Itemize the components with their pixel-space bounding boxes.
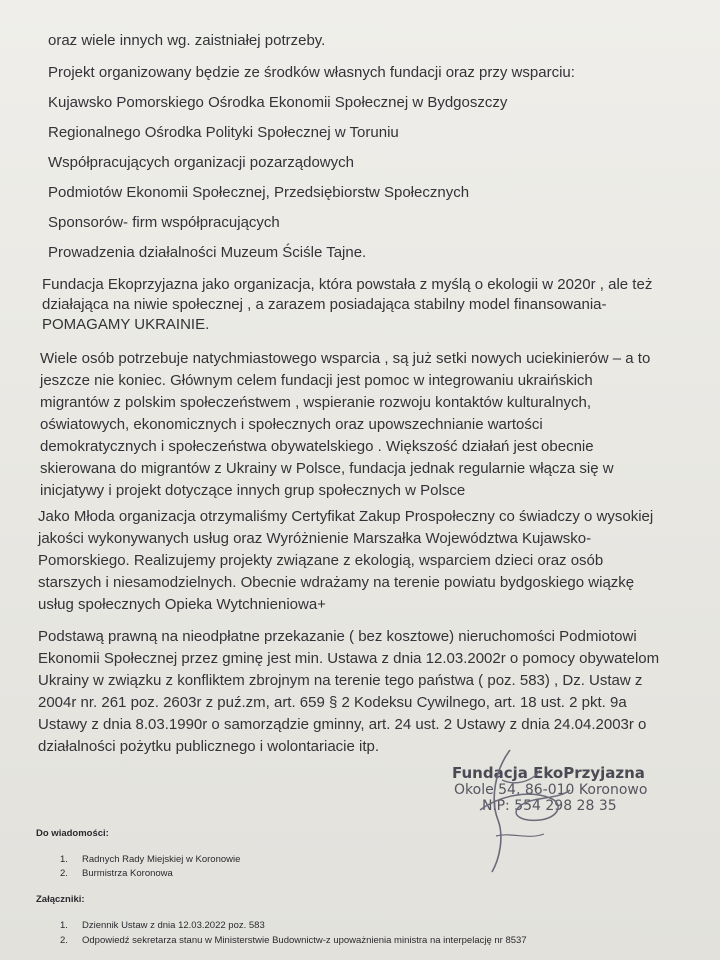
body-line: starszych i niesamodzielnych. Obecnie wdrażamy na terenie powiatu bydgoskiego wiązkę [38,574,635,591]
foundation-nip: NIP: 554 298 28 35 [482,798,617,814]
body-line: Kujawsko Pomorskiego Ośrodka Ekonomii Społecznej w Bydgoszczy [48,94,508,111]
body-line: Ustawy z dnia 8.03.1990r o samorządzie gminny, art. 24 ust. 2 Ustawy z dnia 24.04.2003r o [38,716,647,733]
foundation-address: Okole 54, 86-010 Koronowo [454,782,648,798]
body-line: Podmiotów Ekonomii Społecznej, Przedsiębiorstw Społecznych [48,184,470,201]
body-line: Wiele osób potrzebuje natychmiastowego wsparcia , są już setki nowych uciekinierów – a to [40,350,651,367]
body-line: Pomorskiego. Realizujemy projekty związane z ekologią, wsparciem dzieci oraz osób [38,552,604,569]
body-line: Fundacja Ekoprzyjazna jako organizacja, która powstała z myślą o ekologii w 2020r , ale też [42,276,653,293]
list-item-number: 2. [60,868,68,879]
body-line: oraz wiele innych wg. zaistniałej potrzeby. [48,32,326,49]
list-item [60,935,527,946]
list-item-text: Burmistrza Koronowa [82,868,173,879]
body-line: demokratycznych i społeczeństwa obywatelskiego . Większość działań jest obecnie [40,438,594,455]
body-line: migrantów z polskim społeczeństwem , wspieranie rozwoju kontaktów kulturalnych, [40,394,592,411]
list-item [60,854,240,865]
body-line: Prowadzenia działalności Muzeum Ściśle Tajne. [48,244,367,261]
body-line: jeszcze nie koniec. Głównym celem fundacji jest pomoc w integrowaniu ukraińskich [40,372,593,389]
list-item-text: Dziennik Ustaw z dnia 12.03.2022 poz. 583 [82,920,265,931]
list-item [60,868,173,879]
body-line: działająca na niwie społecznej , a zarazem posiadająca stabilny model finansowania- [42,296,607,313]
body-line: Regionalnego Ośrodka Polityki Społecznej w Toruniu [48,124,399,141]
handwritten-signature-icon [440,740,590,880]
list-item-number: 1. [60,920,68,931]
list-item-number: 2. [60,935,68,946]
list-item-text: Radnych Rady Miejskiej w Koronowie [82,854,241,865]
body-line: Podstawą prawną na nieodpłatne przekazanie ( bez kosztowe) nieruchomości Podmiotowi [38,628,637,645]
foundation-name: Fundacja EkoPrzyjazna [452,764,645,782]
body-line: oświatowych, ekonomicznych i społecznych oraz upowszechnianie wartości [40,416,543,433]
body-line: Jako Młoda organizacja otrzymaliśmy Certyfikat Zakup Prospołeczny co świadczy o wysokiej [38,508,654,525]
body-line: Projekt organizowany będzie ze środków własnych fundacji oraz przy wsparciu: [48,64,575,81]
attachments-heading: Załączniki: [36,894,85,905]
body-line: działalności pożytku publicznego i wolontariacie itp. [38,738,380,755]
body-line: jakości wykonywanych usług oraz Wyróżnienie Marszałka Województwa Kujawsko- [38,530,592,547]
list-item-number: 1. [60,854,68,865]
body-line: Współpracujących organizacji pozarządowych [48,154,354,171]
body-line: usług społecznych Opieka Wytchnieniowa+ [38,596,326,613]
list-item [60,920,265,931]
body-line: 2004r nr. 261 poz. 2603r z puź.zm, art. 659 § 2 Kodeksu Cywilnego, art. 18 ust. 2 pkt. 9a [38,694,627,711]
list-item-text: Odpowiedź sekretarza stanu w Ministerstwie Budownictw-z upoważnienia ministra na interpelację nr 8537 [82,935,527,946]
body-line: skierowana do migrantów z Ukrainy w Polsce, fundacja jednak regularnie włącza się w [40,460,614,477]
body-line: inicjatywy i projekt dotyczące innych grup społecznych w Polsce [40,482,466,499]
body-line: Sponsorów- firm współpracujących [48,214,280,231]
body-line: Ukrainy w związku z konfliktem zbrojnym na terenie tego państwa ( poz. 583) , Dz. Ustaw z [38,672,643,689]
body-line: Ekonomii Społecznej przez gminę jest min. Ustawa z dnia 12.03.2002r o pomocy obywatelom [38,650,660,667]
body-line: POMAGAMY UKRAINIE. [42,316,210,333]
recipients-heading: Do wiadomości: [36,828,109,839]
